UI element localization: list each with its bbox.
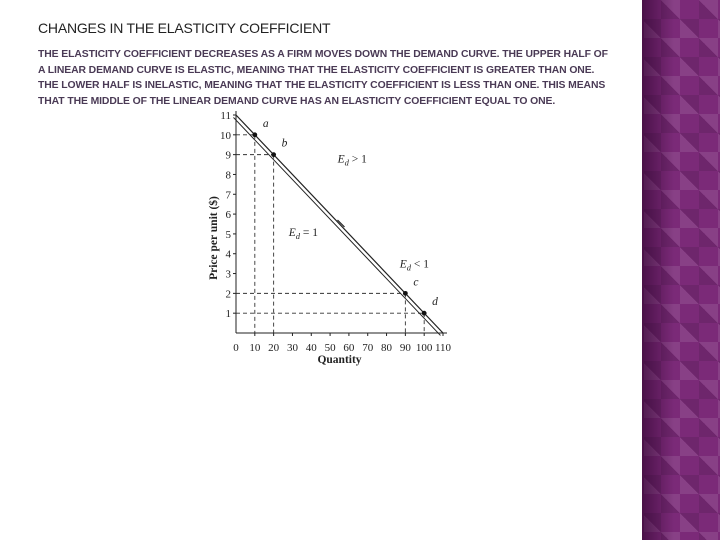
y-tick-label: 7 <box>225 189 231 202</box>
elasticity-label: $E_d < 1$ <box>399 258 429 273</box>
y-tick-label: 9 <box>225 149 231 162</box>
side-panel-shade <box>644 0 674 540</box>
x-axis-title: Quantity <box>317 354 362 366</box>
point-b <box>271 152 276 157</box>
x-tick-label: 100 <box>415 342 433 354</box>
elasticity-label: $E_d > 1$ <box>337 153 367 168</box>
x-tick-label: 0 <box>233 342 239 354</box>
axes <box>233 111 447 336</box>
point-d <box>422 311 427 316</box>
slide-body-text: THE ELASTICITY COEFFICIENT DECREASES AS A FIRM MOVES DOWN THE DEMAND CURVE. THE UPPER HALF OF A LINEAR DEMAND CURVE IS ELASTIC, MEANING THAT THE ELASTICITY COEFFICIENT IS GREATER THAN ONE. THE LOWER HALF IS INELASTIC, MEANING THAT THE ELASTICITY COEFFICIENT IS LESS THAN ONE. THIS MEANS THAT THE MIDDLE OF THE LINEAR DEMAND CURVE HAS AN ELASTICITY COEFFICIENT EQUAL TO ONE. <box>38 49 608 107</box>
y-tick-label: 11 <box>220 110 231 122</box>
point-label-a: a <box>262 117 269 130</box>
y-tick-label: 4 <box>225 248 231 261</box>
x-tick-label: 70 <box>362 342 374 354</box>
y-tick-label: 5 <box>225 228 231 241</box>
point-label-d: d <box>432 296 438 309</box>
y-axis-title: Price per unit ($) <box>208 196 220 280</box>
x-tick-label: 10 <box>249 342 261 354</box>
y-tick-label: 8 <box>225 169 231 182</box>
demand-curve-chart <box>205 105 475 370</box>
x-tick-label: 50 <box>324 342 336 354</box>
demand-curve <box>233 115 443 335</box>
point-label-b: b <box>281 137 288 150</box>
guide-lines <box>236 135 424 333</box>
y-tick-label: 2 <box>225 288 231 301</box>
x-tick-label: 90 <box>399 342 411 354</box>
x-tick-label: 80 <box>381 342 393 354</box>
slide-title: CHANGES IN THE ELASTICITY COEFFICIENT <box>38 20 331 36</box>
y-tick-label: 3 <box>225 268 231 281</box>
y-tick-label: 1 <box>225 308 231 321</box>
x-tick-label: 30 <box>286 342 298 354</box>
point-label-c: c <box>413 276 419 289</box>
demand-line <box>236 115 443 333</box>
decorative-side-panel <box>642 0 720 540</box>
x-tick-label: 110 <box>434 342 452 354</box>
elasticity-label: $E_d = 1$ <box>288 226 318 241</box>
demand-line-edge <box>233 117 440 335</box>
x-tick-label: 40 <box>305 342 317 354</box>
x-tick-label: 60 <box>343 342 355 354</box>
point-c <box>403 291 408 296</box>
y-tick-label: 6 <box>225 209 231 222</box>
x-tick-label: 20 <box>268 342 280 354</box>
chart-labels <box>207 110 452 366</box>
point-a <box>252 132 257 137</box>
y-tick-label: 10 <box>220 129 231 142</box>
